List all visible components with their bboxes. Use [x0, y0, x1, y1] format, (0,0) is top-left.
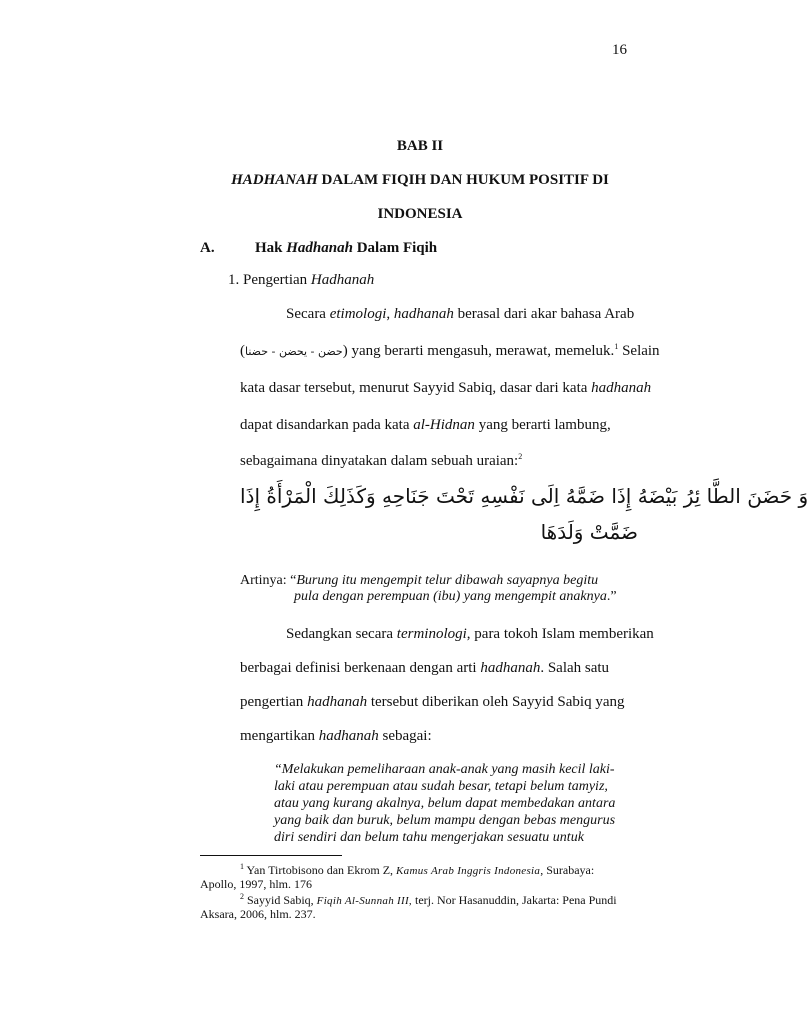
- artinya-line1: [240, 573, 634, 589]
- text: sebagai:: [378, 728, 432, 744]
- text: sebagaimana dinyatakan dalam sebuah uraian:: [240, 453, 519, 469]
- text: (: [240, 343, 245, 359]
- quote-line: yang baik dan buruk, belum mampu dengan bebas mengurus: [274, 813, 616, 828]
- artinya-translation: [240, 573, 634, 605]
- chapter-label: BAB II: [396, 138, 444, 154]
- quote-line: “Melakukan pemeliharaan anak-anak yang masih kecil laki-: [274, 762, 615, 777]
- text: ) yang berarti mengasuh, merawat, memeluk.: [342, 343, 615, 359]
- footnote-1-line2: Apollo, 1997, hlm. 176: [200, 877, 313, 891]
- text: Selain: [618, 343, 660, 359]
- footnote-ref-1[interactable]: 1: [614, 342, 619, 351]
- text: . Salah satu: [540, 660, 610, 676]
- text: , para tokoh Islam memberikan: [466, 626, 654, 642]
- subsection-1-pre: Pengertian: [243, 272, 311, 288]
- para1-line1: [286, 306, 634, 323]
- footnote-number: 2: [240, 892, 244, 901]
- text: pengertian: [240, 694, 308, 710]
- footnote-2: [200, 892, 634, 908]
- chapter-title: [200, 172, 640, 189]
- text: Yan Tirtobisono dan Ekrom Z,: [244, 863, 397, 877]
- quote-line: diri sendiri dan belum tahu mengerjakan sesuatu untuk: [274, 830, 584, 845]
- text: berbagai definisi berkenaan dengan arti: [240, 660, 481, 676]
- translation-text: pula dengan perempuan (ibu) yang mengempit anaknya: [294, 589, 607, 604]
- subsection-1-label: 1.: [228, 272, 240, 288]
- text: terj. Nor Hasanuddin, Jakarta: Pena Pundi: [411, 893, 617, 907]
- artinya-label: Artinya:: [240, 573, 291, 588]
- book-title: Kamus Arab Inggris Indonesia: [396, 865, 541, 877]
- section-a-pre: Hak: [255, 240, 287, 256]
- section-a-post: Dalam Fiqih: [352, 240, 438, 256]
- text: kata dasar tersebut, menurut Sayyid Sabiq, dasar dari kata: [240, 380, 592, 396]
- text: berasal dari akar bahasa Arab: [453, 306, 635, 322]
- text: Sayyid Sabiq,: [244, 893, 317, 907]
- arabic-quote-line2: [240, 520, 638, 545]
- quote-line: laki atau perempuan atau sudah besar, tetapi belum tamyiz,: [274, 779, 608, 794]
- term-hadhanah: hadhanah: [307, 694, 368, 710]
- arabic-text: ضَمَّتْ وَلَدَهَا: [540, 520, 638, 544]
- term-hadhanah: hadhanah: [393, 306, 454, 322]
- chapter-title-italic: HADHANAH: [231, 172, 318, 188]
- text: , Surabaya:: [540, 863, 595, 877]
- text: yang berarti lambung,: [474, 417, 611, 433]
- para1-line4: [240, 417, 634, 434]
- term-hadhanah: hadhanah: [480, 660, 541, 676]
- para2-line4: [240, 728, 634, 745]
- text: tersebut diberikan oleh Sayyid Sabiq yang: [367, 694, 625, 710]
- section-a-italic: Hadhanah: [286, 240, 353, 256]
- text: mengartikan: [240, 728, 319, 744]
- section-a-heading: [200, 240, 437, 257]
- para1-line5: [240, 452, 634, 470]
- chapter-title-rest: DALAM FIQIH DAN HUKUM POSITIF DI: [317, 172, 609, 188]
- arabic-root-words: حضن - يحضن - حضنا: [245, 345, 343, 358]
- para2-line2: [240, 660, 634, 677]
- para2-line1: [286, 626, 654, 643]
- book-title: Fiqih Al-Sunnah III,: [316, 895, 412, 907]
- term-hadhanah: hadhanah: [318, 728, 379, 744]
- subsection-1-italic: Hadhanah: [310, 272, 375, 288]
- artinya-line2: [240, 589, 634, 605]
- para1-line3: [240, 380, 652, 397]
- footnote-divider: [200, 855, 342, 856]
- term-al-hidnan: al-Hidnan: [413, 417, 475, 433]
- text: Secara: [286, 306, 330, 322]
- text: .”: [606, 589, 617, 604]
- text: dapat disandarkan pada kata: [240, 417, 414, 433]
- footnote-2-line2: Aksara, 2006, hlm. 237.: [200, 907, 316, 921]
- term-etimologi: etimologi: [329, 306, 387, 322]
- quote-line: atau yang kurang akalnya, belum dapat membedakan antara: [274, 796, 616, 811]
- term-hadhanah: hadhanah: [591, 380, 652, 396]
- chapter-title-line2: INDONESIA: [377, 206, 463, 222]
- para2-line3: [240, 694, 634, 711]
- text: Sedangkan secara: [286, 626, 397, 642]
- page-number: 16: [612, 42, 627, 58]
- footnote-ref-2[interactable]: 2: [518, 452, 523, 461]
- footnote-1: [200, 862, 634, 878]
- section-a-label: A.: [200, 240, 215, 256]
- translation-text: Burung itu mengempit telur dibawah sayapnya begitu: [296, 573, 599, 588]
- arabic-quote-line1: [240, 484, 808, 509]
- arabic-text: وَ حَضَنَ الطَّا ئِرُ بَيْضَهُ إِذَا ضَمَّهُ اِلَى نَفْسِهِ تَحْتَ جَنَاحِهِ وَكَذَلِكَ الْمَرْأَةُ إِذَا: [240, 484, 808, 508]
- text: ,: [386, 306, 394, 322]
- text: “: [290, 573, 297, 588]
- term-terminologi: terminologi: [396, 626, 467, 642]
- footnote-number: 1: [240, 862, 244, 871]
- para1-line2: [240, 342, 660, 360]
- subsection-1-heading: [228, 272, 374, 289]
